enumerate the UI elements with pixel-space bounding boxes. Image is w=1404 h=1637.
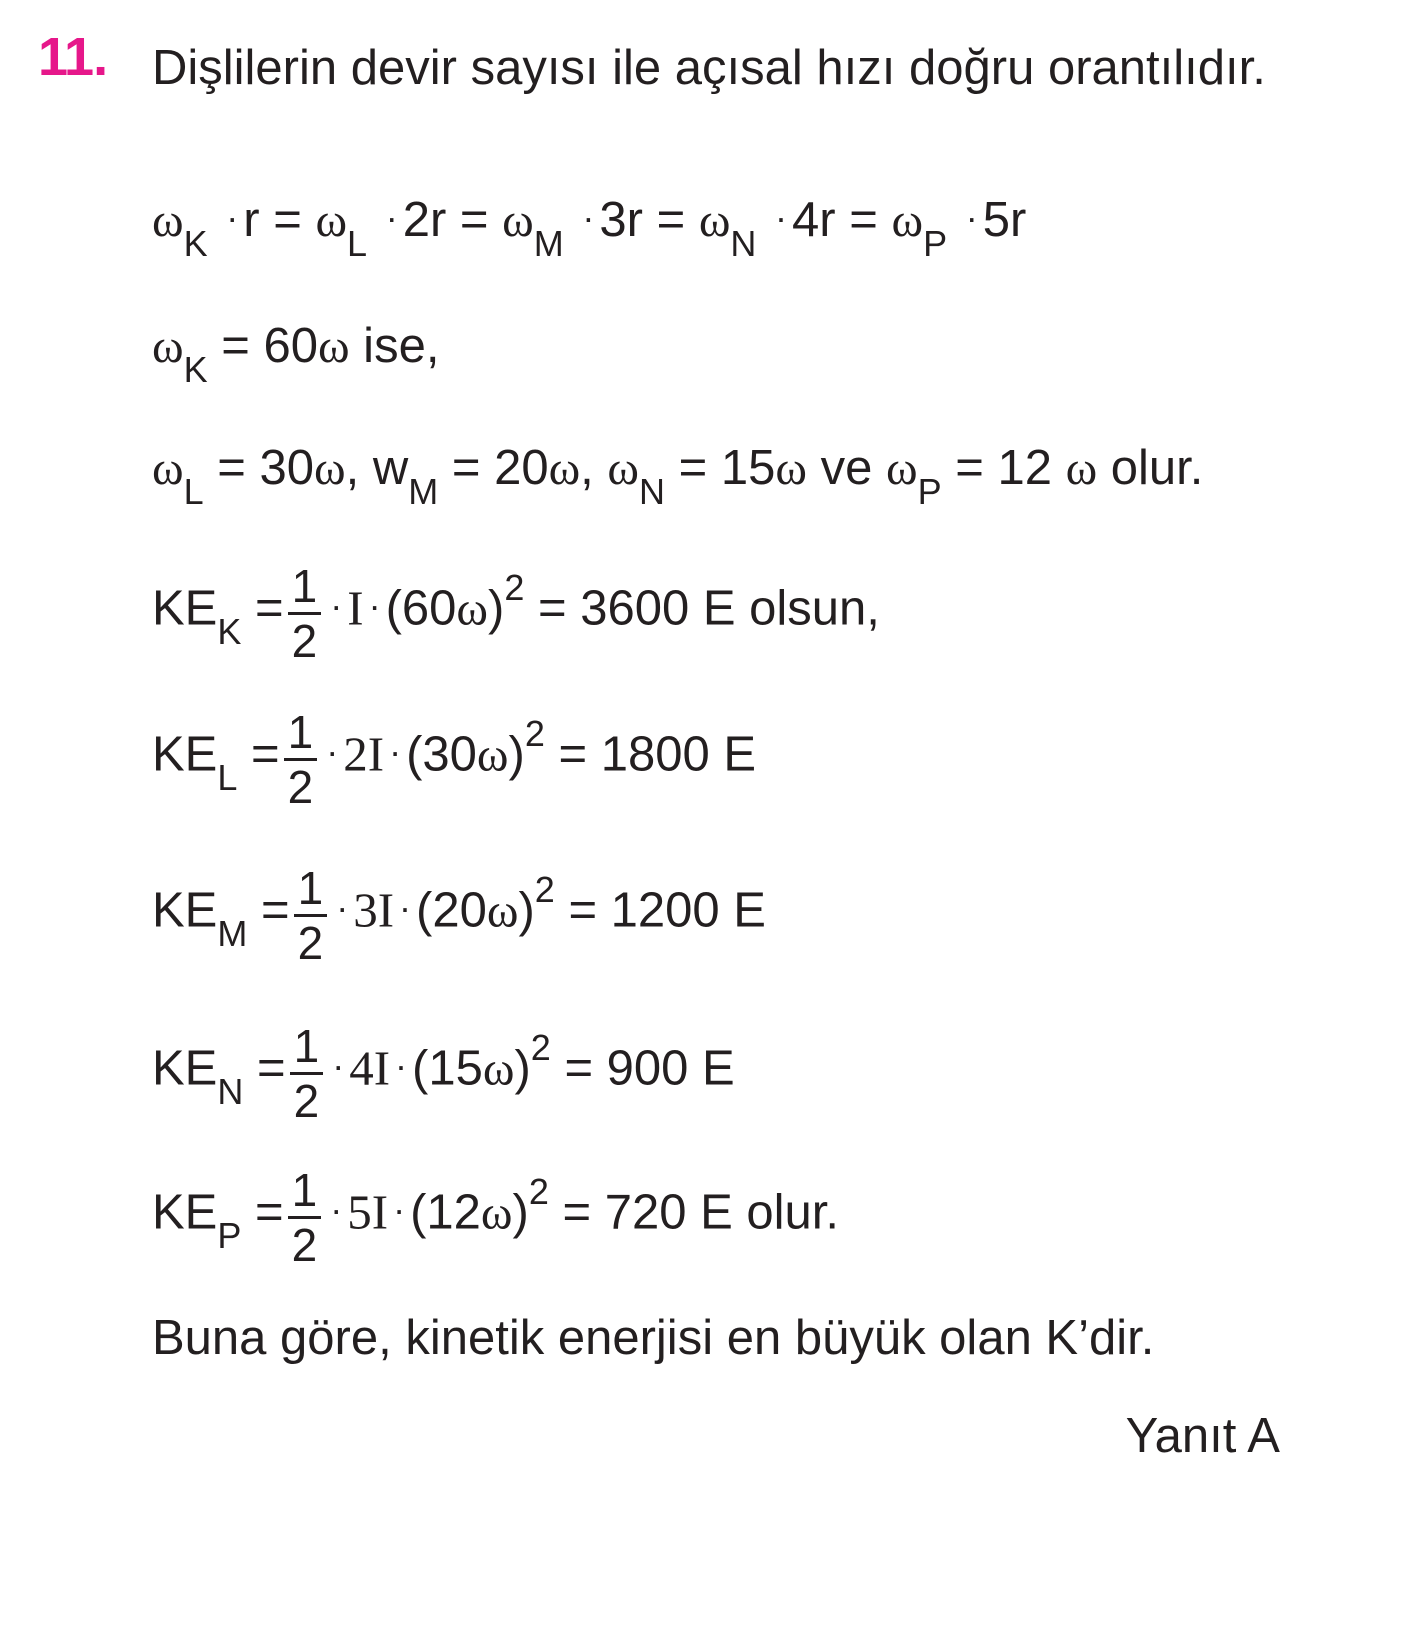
fraction [290, 1022, 324, 1125]
omega-symbol: ω [313, 442, 346, 495]
inertia-coefficient: 2 [343, 726, 368, 782]
equals-sign: = [255, 1185, 284, 1240]
omega-symbol: ω [152, 320, 184, 373]
comma: , [345, 441, 360, 495]
fraction-numerator: 1 [287, 706, 314, 758]
exponent: 2 [524, 713, 545, 755]
problem-number: 11. [38, 27, 108, 87]
exponent: 2 [528, 1171, 549, 1213]
fraction-numerator: 1 [293, 1020, 320, 1072]
omega-symbol: ω [317, 320, 350, 373]
omega-symbol: ω [480, 1186, 513, 1240]
exponent: 2 [504, 567, 525, 609]
multiply-dot: · [385, 197, 398, 238]
multiply-dot: · [389, 731, 402, 773]
equals-sign: = [656, 193, 686, 247]
inertia-coefficient: 4 [349, 1040, 374, 1096]
subscript: L [217, 757, 238, 799]
subscript: K [183, 349, 208, 390]
omega-symbol: ω [486, 884, 519, 938]
fraction [294, 864, 328, 967]
equation-text: olur. [1110, 441, 1204, 495]
omega-base: (20 [416, 883, 487, 938]
fraction [288, 1166, 322, 1269]
fraction-denominator: 2 [287, 761, 314, 813]
radius-term: r [243, 193, 260, 247]
equation-angular-velocity-chain [152, 192, 1027, 264]
subscript: L [347, 223, 368, 264]
omega-base: (30 [406, 727, 477, 782]
multiply-dot: · [368, 585, 381, 627]
fraction-numerator: 1 [297, 862, 324, 914]
omega-symbol: ω [885, 442, 918, 495]
equation-value: = 15 [678, 441, 776, 495]
equation-omega-values [152, 440, 1204, 512]
fraction-denominator: 2 [291, 1219, 318, 1271]
equation-value: = 60 [221, 319, 318, 373]
multiply-dot: · [582, 197, 595, 238]
equals-sign: = [257, 1041, 286, 1096]
inertia-symbol: I [373, 1040, 391, 1096]
ke-label: KE [152, 581, 218, 636]
fraction-denominator: 2 [291, 615, 318, 667]
equals-sign: = [849, 193, 878, 247]
ke-label: KE [152, 1041, 218, 1096]
multiply-dot: · [226, 197, 239, 238]
omega-symbol: ω [548, 442, 581, 495]
fraction-denominator: 2 [293, 1075, 320, 1127]
intro-text: Dişlilerin devir sayısı ile açısal hızı doğru orantılıdır. [152, 41, 1266, 95]
kinetic-energy-row [152, 560, 880, 667]
fraction-numerator: 1 [291, 560, 318, 612]
equation-value: = 30 [217, 441, 314, 495]
fraction-denominator: 2 [297, 917, 324, 969]
multiply-dot: · [393, 1189, 406, 1231]
omega-symbol: ω [482, 1042, 515, 1096]
ke-label: KE [152, 727, 218, 782]
multiply-dot: · [330, 1189, 343, 1231]
omega-symbol: ω [891, 194, 924, 247]
conclusion-text: Buna göre, kinetik enerjisi en büyük olan K’dir. [152, 1311, 1155, 1365]
kinetic-energy-row [152, 706, 757, 813]
multiply-dot: · [332, 1045, 345, 1087]
omega-symbol: ω [698, 194, 731, 247]
omega-symbol: ω [502, 194, 534, 247]
multiply-dot: · [395, 1045, 408, 1087]
close-paren: ) [512, 1185, 529, 1240]
multiply-dot: · [399, 887, 412, 929]
radius-term: 5r [982, 193, 1027, 247]
equation-value: = 20 [451, 441, 549, 495]
multiply-dot: · [965, 197, 978, 238]
equals-sign: = [459, 193, 489, 247]
subscript: P [917, 471, 942, 512]
ke-label: KE [152, 883, 218, 938]
omega-base: (15 [412, 1041, 483, 1096]
close-paren: ) [518, 883, 535, 938]
subscript: P [217, 1215, 242, 1257]
subscript: P [923, 223, 948, 264]
radius-term: 2r [402, 193, 447, 247]
omega-symbol: ω [476, 728, 509, 782]
multiply-dot: · [330, 585, 343, 627]
omega-symbol: ω [152, 194, 184, 247]
radius-term: 4r [792, 193, 836, 247]
multiply-dot: · [326, 731, 339, 773]
subscript: N [217, 1071, 244, 1113]
equals-sign: = [273, 193, 302, 247]
w-symbol: w [372, 441, 409, 495]
connector-text: ve [820, 441, 873, 495]
equation-omega-k [152, 318, 440, 390]
subscript: K [217, 611, 242, 653]
omega-base: (60 [385, 581, 457, 636]
inertia-coefficient: 5 [347, 1184, 372, 1240]
inertia-symbol: I [347, 580, 364, 636]
close-paren: ) [487, 581, 505, 636]
ke-result: = 3600 E olsun, [537, 581, 880, 636]
equation-text: ise, [349, 319, 440, 373]
fraction-numerator: 1 [291, 1164, 318, 1216]
omega-symbol: ω [152, 442, 184, 495]
equals-sign: = [255, 581, 284, 636]
comma: , [580, 441, 594, 495]
subscript: K [183, 223, 208, 264]
fraction [284, 708, 318, 811]
inertia-symbol: I [371, 1184, 389, 1240]
subscript: L [183, 471, 204, 512]
omega-symbol: ω [607, 442, 640, 495]
inertia-symbol: I [377, 882, 395, 938]
ke-result: = 720 E olur. [562, 1185, 839, 1240]
inertia-coefficient: 3 [353, 882, 378, 938]
subscript: M [533, 223, 564, 264]
subscript: M [408, 471, 439, 512]
omega-symbol: ω [1065, 442, 1098, 495]
exponent: 2 [534, 869, 555, 911]
omega-symbol: ω [456, 582, 488, 636]
omega-base: (12 [410, 1185, 481, 1240]
exponent: 2 [530, 1027, 551, 1069]
multiply-dot: · [336, 887, 349, 929]
radius-term: 3r [599, 193, 643, 247]
equation-value: = 12 [955, 441, 1052, 495]
equals-sign: = [261, 883, 290, 938]
ke-result: = 1200 E [568, 883, 766, 938]
inertia-symbol: I [367, 726, 385, 782]
ke-label: KE [152, 1185, 218, 1240]
subscript: M [217, 913, 248, 955]
subscript: N [730, 223, 757, 264]
fraction [288, 562, 322, 665]
kinetic-energy-row [152, 862, 766, 969]
kinetic-energy-row [152, 1020, 735, 1127]
ke-result: = 900 E [564, 1041, 735, 1096]
omega-symbol: ω [315, 194, 348, 247]
subscript: N [639, 471, 666, 512]
answer-text: Yanıt A [1125, 1409, 1280, 1463]
omega-symbol: ω [775, 442, 807, 495]
ke-result: = 1800 E [558, 727, 757, 782]
close-paren: ) [508, 727, 525, 782]
close-paren: ) [514, 1041, 531, 1096]
equals-sign: = [251, 727, 280, 782]
kinetic-energy-row [152, 1164, 839, 1271]
multiply-dot: · [775, 197, 788, 238]
